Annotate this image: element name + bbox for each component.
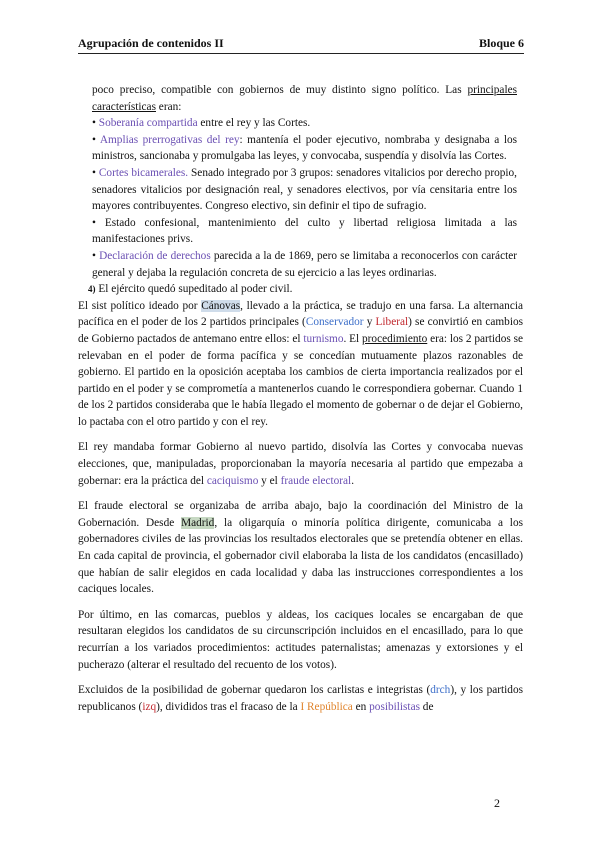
document-body [78,82,523,715]
paragraph-caciques: Por último, en las comarcas, pueblos y aldeas, los caciques locales se encargaban de que resultaran elegidos los candidatos de su circunscripción incluidos en el encasillado, para lo que recurrían a los variados procedimientos: actitudes paternalistas; amenazas y extorsiones y el pucherazo (alterar el resultado del recuento de los votos). [78,608,523,671]
intro-paragraph [78,82,517,115]
term-izq: izq [142,700,157,713]
header-divider [78,53,524,54]
feature-term: Amplias prerrogativas del rey [99,133,240,146]
paragraph-fraude: El fraude electoral se organizaba de arriba abajo, bajo la coordinación del Ministro de la Gobernación. Desde Madrid, la oligarquía o minoría política dirigente, comunicaba a los gobernadores civiles de las provincias los resultados electorales que se pretendía obtener en ellas. En cada capital de provincia, el gobernador civil elaboraba la lista de los candidatos (encasillado) que habían de salir elegidos en cada localidad y daba las instrucciones correspondientes a los caciques locales. [78,500,523,596]
intro-text: poco preciso, compatible con gobiernos de muy distinto signo político. Las [92,84,468,96]
list-item: • Declaración de derechos parecida a la de 1869, pero se limitaba a reconocerlos con carácter general y dejaba la regulación concreta de su ejercicio a las leyes ordinarias. [92,249,517,279]
term-liberal: Liberal [375,316,409,329]
feature-term: Declaración de derechos [99,249,211,262]
page-number: 2 [494,796,500,810]
term-conservador: Conservador [305,316,364,329]
header-title: Agrupación de contenidos II [78,36,224,50]
highlight-canovas: Cánovas [201,299,241,312]
header-section: Bloque 6 [478,36,524,50]
page-header [78,36,524,51]
list-item: • Cortes bicamerales. Senado integrado por 3 grupos: senadores vitalicios por derecho propio, senadores vitalicios por designación real, y senadores electivos, por vía censitaria entre los mayores contribuyentes. Congreso electivo, sin definir el tipo de sufragio. [92,166,518,213]
features-list [78,115,517,281]
feature-term: Soberanía compartida [98,117,198,130]
term-procedimiento: procedimiento [362,332,428,345]
term-caciquismo: caciquismo [206,474,259,487]
intro-underlined: principales características [92,84,517,113]
term-posibilistas: posibilistas [369,700,420,713]
term-turnismo: turnismo [303,332,344,345]
term-republica: I República [300,700,353,713]
point-number: 4) [88,284,96,295]
paragraph-excluidos: Excluidos de la posibilidad de gobernar quedaron los carlistas e integristas (drch), y los partidos republicanos (izq), divididos tras el fracaso de la I República en posibilistas de [78,684,523,713]
paragraph-turnismo: El sist político ideado por Cánovas, llevado a la práctica, se tradujo en una farsa. La alternancia pacífica en el poder de los 2 partidos principales (Conservador y Liberal) se convirtió en cambios de Gobierno pactados de antemano entre ellos: el turnismo. El procedimiento era: los 2 partidos se relevaban en el poder de forma pacífica y se concedían mutuamente plazos razonables de gobierno. El partido en la oposición aceptaba los cambios de cierta importancia realizados por el partido en el poder y se comprometía a mantenerlos cuando le correspondiera gobernar. Cuando 1 de los 2 partidos consideraba que le había llegado el momento de gobernar o de dejar el Gobierno, lo pactaba con el otro partido y con el rey. [78,299,524,428]
paragraph-caciquismo: El rey mandaba formar Gobierno al nuevo partido, disolvía las Cortes y convocaba nuevas elecciones, que, manipuladas, proporcionaban la mayoría necesaria al partido que empezaba a gobernar: era la práctica del caciquismo y el fraude electoral. [78,441,523,487]
term-drch: drch [430,684,451,697]
list-item: • Amplias prerrogativas del rey: mantenía el poder ejecutivo, nombraba y designaba a los ministros, sancionaba y promulgaba las leyes, y convocaba, suspendía y disolvía las Cortes. [92,133,518,163]
highlight-madrid: Madrid [181,516,215,529]
intro-text-end: eran: [155,100,182,113]
feature-term: Cortes bicamerales. [98,166,189,179]
point-four: 4) El ejército quedó supeditado al poder civil. [88,283,293,296]
list-item: • Soberanía compartida entre el rey y las Cortes. [92,117,311,130]
list-item: • Estado confesional, mantenimiento del culto y libertad religiosa limitada a las manifestaciones privs. [92,216,518,246]
term-fraude: fraude electoral [280,474,352,487]
